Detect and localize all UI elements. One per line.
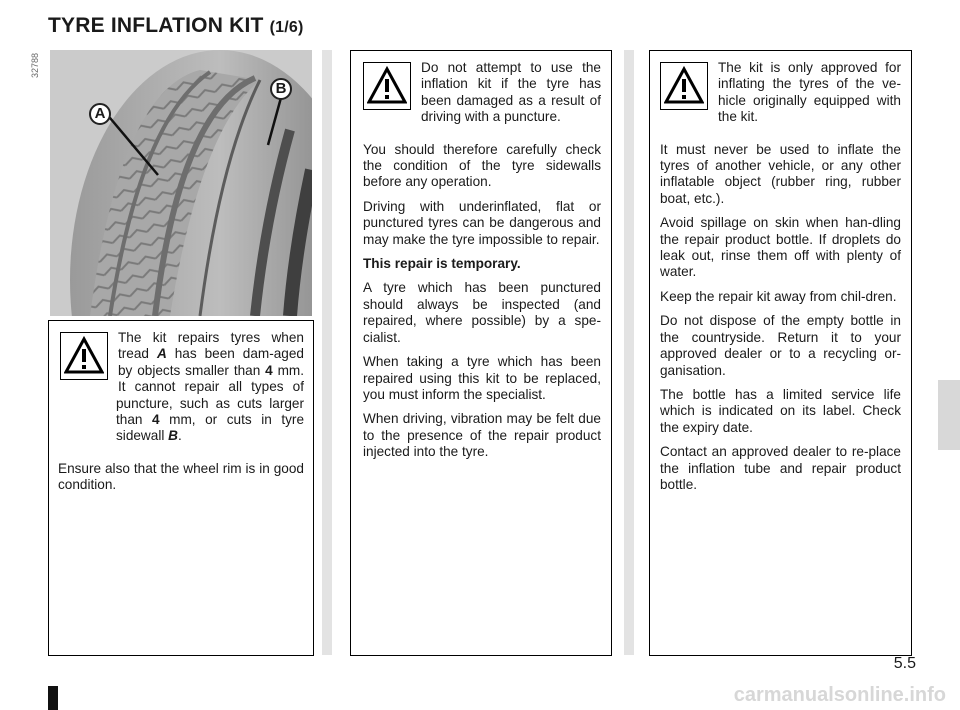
approved-vehicle-warning-text: The kit is only approved for inflating the tyres of the ve-hicle originally equipped with the kit. (718, 60, 901, 125)
replacement-text: Contact an approved dealer to re-place the inflation tube and repair product bottle. (660, 444, 901, 492)
column-gutter-2 (624, 50, 634, 655)
warning-block (660, 60, 901, 134)
skin-spillage-text: Avoid spillage on skin when han-dling the repair product bottle. If droplets do leak out, rinse them off with plenty of water. (660, 215, 901, 280)
bottle-disposal-text: Do not dispose of the empty bottle in the countryside. Return it to your approved dealer or to a recycling or-ganisation. (660, 313, 901, 378)
text-panel-right (649, 50, 912, 656)
service-life-text: The bottle has a limited service life which is indicated on its label. Check the expiry date. (660, 386, 901, 435)
wheel-rim-text: Ensure also that the wheel rim is in good condition. (58, 460, 304, 493)
chapter-tab (938, 380, 960, 450)
page-number: 5.5 (893, 655, 916, 672)
callout-a: A (89, 103, 111, 125)
callout-b: B (270, 78, 292, 100)
warning-block (363, 60, 601, 134)
puncture-warning-text: Do not attempt to use the inflation kit if the tyre has been damaged as a result of driving with a puncture. (421, 60, 601, 125)
warning-panel-left (48, 320, 314, 656)
warning-triangle-icon (660, 62, 708, 110)
page-title (48, 14, 303, 38)
children-safety-text: Keep the repair kit away from chil-dren. (660, 288, 897, 304)
specialist-inspection-text: A tyre which has been punctured should always be inspected (and repaired, where possible) by a spe-cialist. (363, 280, 601, 345)
title-text: TYRE INFLATION KIT (48, 14, 264, 37)
warning-triangle-icon (363, 62, 411, 110)
warning-block (58, 330, 304, 453)
image-code: 32788 (30, 52, 40, 78)
other-vehicles-text: It must never be used to inflate the tyres of another vehicle, or any other inflatable object (rubber ring, rubber boat, etc.). (660, 141, 901, 206)
warning-triangle-icon (60, 332, 108, 380)
inform-specialist-text: When taking a tyre which has been repaired using this kit to be replaced, you must inform the specialist. (363, 354, 601, 402)
sidewall-check-text: You should therefore carefully check the condition of the tyre sidewalls before any operation. (363, 141, 601, 190)
corner-mark (48, 686, 58, 710)
column-gutter-1 (322, 50, 332, 655)
title-part-indicator: (1/6) (269, 19, 304, 36)
text-panel-middle (350, 50, 612, 656)
underinflated-danger-text: Driving with underinflated, flat or punctured tyres can be dangerous and may make the tyre impossible to repair. (363, 198, 601, 247)
vibration-text: When driving, vibration may be felt due to the presence of the repair product injected into the tyre. (363, 411, 601, 460)
temporary-repair-text: This repair is temporary. (363, 256, 521, 272)
tread-damage-warning-text: The kit repairs tyres when tread A has been dam-aged by objects smaller than 4 mm. It cannot repair all types of puncture, such as cuts larger than 4 mm, or cuts in tyre sidewall B. (116, 330, 304, 444)
watermark: carmanualsonline.info (733, 684, 946, 706)
